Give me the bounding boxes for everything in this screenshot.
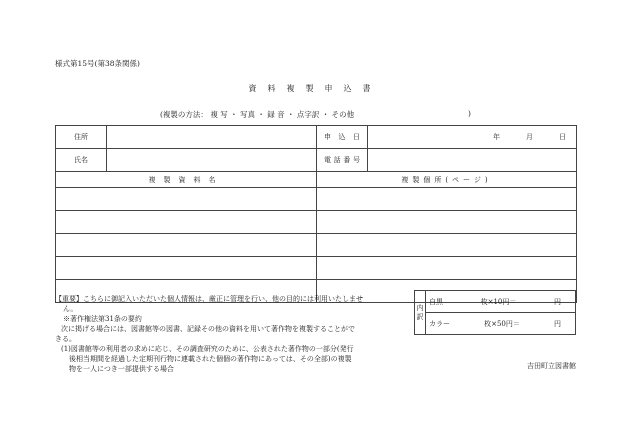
form-title: 資料複製申込書 bbox=[248, 84, 382, 93]
copyright-text: 次に掲げる場合には、図書館等の図書、記録その他の資料を用いて著作物を複製することがで bbox=[61, 325, 355, 333]
material-name-header: 複製資料名 bbox=[56, 172, 317, 188]
phone-field[interactable] bbox=[368, 149, 577, 172]
color-unit: 枚×50円＝ bbox=[484, 319, 520, 328]
breakdown-label-bottom: 訳 bbox=[416, 312, 424, 321]
application-date-label: 申込日 bbox=[317, 126, 368, 149]
privacy-notice: 【重要】こちらに御記入いただいた個人情報は、厳正に管理を行い、他の目的には利用いたしませ bbox=[55, 295, 363, 303]
copyright-text-cont: きる。 bbox=[55, 335, 76, 343]
copy-pages-field[interactable] bbox=[317, 188, 577, 211]
color-currency: 円 bbox=[554, 319, 561, 328]
material-name-field[interactable] bbox=[56, 257, 317, 280]
notice-section bbox=[55, 294, 415, 374]
color-label: カラー bbox=[429, 319, 450, 328]
copy-methods-options[interactable]: 複 写 ・ 写真 ・ 録 音 ・ 点字訳 ・ その他 bbox=[210, 110, 355, 119]
copyright-item-1-end: 物を一人につき一部提供する場合 bbox=[69, 365, 174, 373]
material-name-field[interactable] bbox=[56, 188, 317, 211]
breakdown-label-top: 内 bbox=[416, 303, 424, 312]
name-field[interactable] bbox=[107, 149, 317, 172]
bw-unit: 枚×10円＝ bbox=[480, 297, 517, 306]
copy-methods-close: ) bbox=[468, 109, 471, 118]
application-date-field[interactable] bbox=[368, 126, 577, 149]
copy-pages-header: 複製個所(ページ) bbox=[317, 172, 577, 188]
address-field[interactable] bbox=[107, 126, 317, 149]
material-name-field[interactable] bbox=[56, 234, 317, 257]
library-name: 吉田町立図書館 bbox=[527, 362, 576, 370]
month-label: 月 bbox=[526, 133, 533, 141]
material-name-field[interactable] bbox=[56, 211, 317, 234]
application-form-table bbox=[55, 125, 577, 303]
copyright-item-1-cont: 後相当期間を経過した定期刊行物に連載された個個の著作物にあっては、その全部)の複製 bbox=[69, 355, 352, 363]
copy-pages-field[interactable] bbox=[317, 211, 577, 234]
bw-label: 白黒 bbox=[429, 297, 443, 306]
copyright-title: ※著作権法第31条の要約 bbox=[63, 315, 142, 323]
copy-methods-label: (複製の方法： bbox=[160, 110, 208, 119]
table-row bbox=[56, 257, 577, 280]
copy-methods bbox=[160, 109, 471, 120]
breakdown-label bbox=[415, 291, 426, 335]
fee-breakdown-table bbox=[414, 290, 576, 335]
copy-pages-field[interactable] bbox=[317, 234, 577, 257]
table-row bbox=[56, 234, 577, 257]
table-row bbox=[56, 211, 577, 234]
privacy-notice-cont: ん。 bbox=[63, 305, 78, 313]
table-row bbox=[56, 188, 577, 211]
address-label: 住所 bbox=[56, 126, 107, 149]
copyright-item-1: (1)図書館等の利用者の求めに応じ、その調査研究のために、公表された著作物の一部分(発行 bbox=[61, 345, 354, 353]
day-label: 日 bbox=[559, 133, 566, 141]
copy-pages-field[interactable] bbox=[317, 257, 577, 280]
form-number: 様式第15号(第38条関係) bbox=[55, 59, 140, 68]
bw-fee-row[interactable] bbox=[426, 291, 576, 313]
bw-currency: 円 bbox=[554, 297, 561, 306]
name-label: 氏名 bbox=[56, 149, 107, 172]
year-label: 年 bbox=[493, 133, 500, 141]
phone-label: 電話番号 bbox=[317, 149, 368, 172]
color-fee-row[interactable] bbox=[426, 313, 576, 335]
